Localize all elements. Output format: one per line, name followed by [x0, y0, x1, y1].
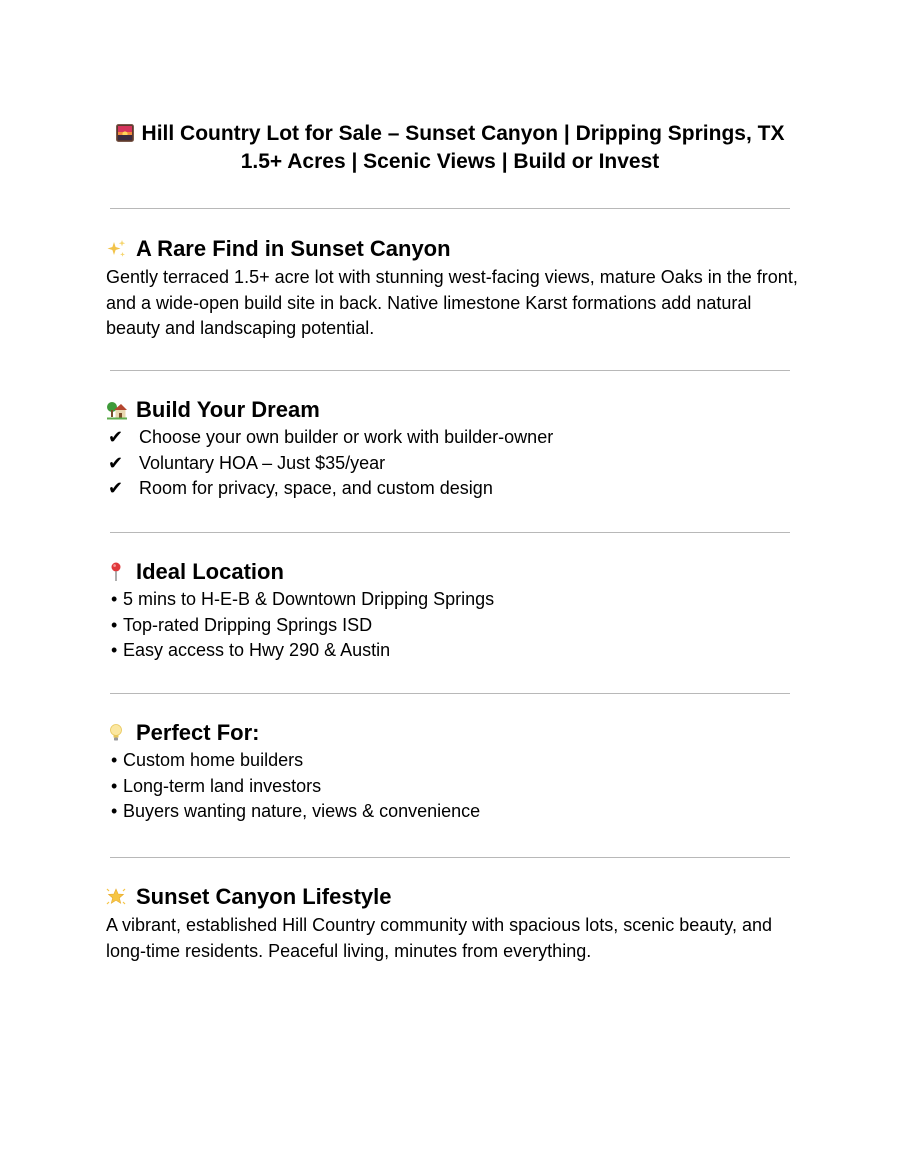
light-bulb-icon	[106, 722, 128, 744]
divider	[110, 532, 790, 533]
list-item	[106, 774, 806, 800]
section-ideal-location	[106, 557, 806, 664]
list-item-text: 5 mins to H-E-B & Downtown Dripping Springs	[123, 589, 495, 609]
bullet-marker: •	[111, 589, 118, 609]
list-item-text: Easy access to Hwy 290 & Austin	[123, 640, 391, 660]
bullet-marker: •	[111, 640, 118, 660]
section-heading	[106, 557, 806, 587]
list-item-text: Custom home builders	[123, 750, 304, 770]
section-heading-text: Build Your Dream	[136, 397, 320, 422]
section-paragraph: Gently terraced 1.5+ acre lot with stunning west-facing views, mature Oaks in the front, and a wide-open build site in back. Native limestone Karst formations add natural beauty and landscaping potential.	[106, 267, 798, 338]
list-item-text: Top-rated Dripping Springs ISD	[123, 614, 373, 635]
divider	[110, 857, 790, 858]
list-item-text: Room for privacy, space, and custom design	[139, 478, 493, 498]
audience-list	[106, 748, 806, 825]
sparkles-icon	[106, 238, 128, 260]
list-item	[106, 638, 806, 664]
bullet-marker: •	[111, 750, 118, 770]
title-line-1	[100, 120, 800, 148]
section-perfect-for	[106, 718, 806, 825]
glowing-star-icon	[106, 886, 128, 908]
section-heading	[106, 718, 806, 748]
section-sunset-canyon-lifestyle	[106, 882, 806, 964]
section-heading-text: Perfect For:	[136, 720, 260, 745]
list-item	[106, 587, 806, 613]
section-heading	[106, 882, 806, 912]
section-heading-text: Sunset Canyon Lifestyle	[136, 884, 392, 909]
section-heading-text: Ideal Location	[136, 559, 284, 584]
title-line-2: 1.5+ Acres | Scenic Views | Build or Invest	[240, 150, 660, 173]
list-item	[106, 451, 806, 477]
list-item-text: Buyers wanting nature, views & convenience	[123, 801, 481, 821]
list-item	[106, 799, 806, 825]
divider	[110, 370, 790, 371]
feature-list	[106, 425, 806, 502]
bullet-marker: •	[111, 801, 118, 821]
divider	[110, 693, 790, 694]
sunset-photo-icon	[116, 124, 134, 142]
list-item-text: Long-term land investors	[123, 775, 322, 796]
bullet-marker: •	[111, 775, 118, 796]
list-item	[106, 425, 806, 451]
location-list	[106, 587, 806, 664]
document-title	[100, 120, 800, 176]
section-build-your-dream	[106, 395, 806, 502]
section-paragraph: A vibrant, established Hill Country community with spacious lots, scenic beauty, and long-time residents. Peaceful living, minutes from everything.	[106, 915, 772, 961]
divider	[110, 208, 790, 209]
bullet-marker: •	[111, 614, 118, 635]
section-heading	[106, 234, 806, 264]
checkmark-icon: ✔	[108, 452, 124, 473]
checkmark-icon: ✔	[108, 427, 124, 447]
list-item-text: Choose your own builder or work with builder-owner	[139, 427, 554, 447]
list-item	[106, 748, 806, 774]
section-rare-find	[106, 234, 806, 342]
house-with-tree-icon	[106, 399, 128, 421]
section-heading	[106, 395, 806, 425]
title-text-1: Hill Country Lot for Sale – Sunset Canyon | Dripping Springs, TX	[141, 122, 785, 145]
list-item	[106, 613, 806, 639]
list-item-text: Voluntary HOA – Just $35/year	[139, 452, 386, 473]
list-item	[106, 476, 806, 502]
pushpin-icon	[106, 561, 128, 583]
section-heading-text: A Rare Find in Sunset Canyon	[136, 236, 451, 261]
checkmark-icon: ✔	[108, 478, 124, 498]
